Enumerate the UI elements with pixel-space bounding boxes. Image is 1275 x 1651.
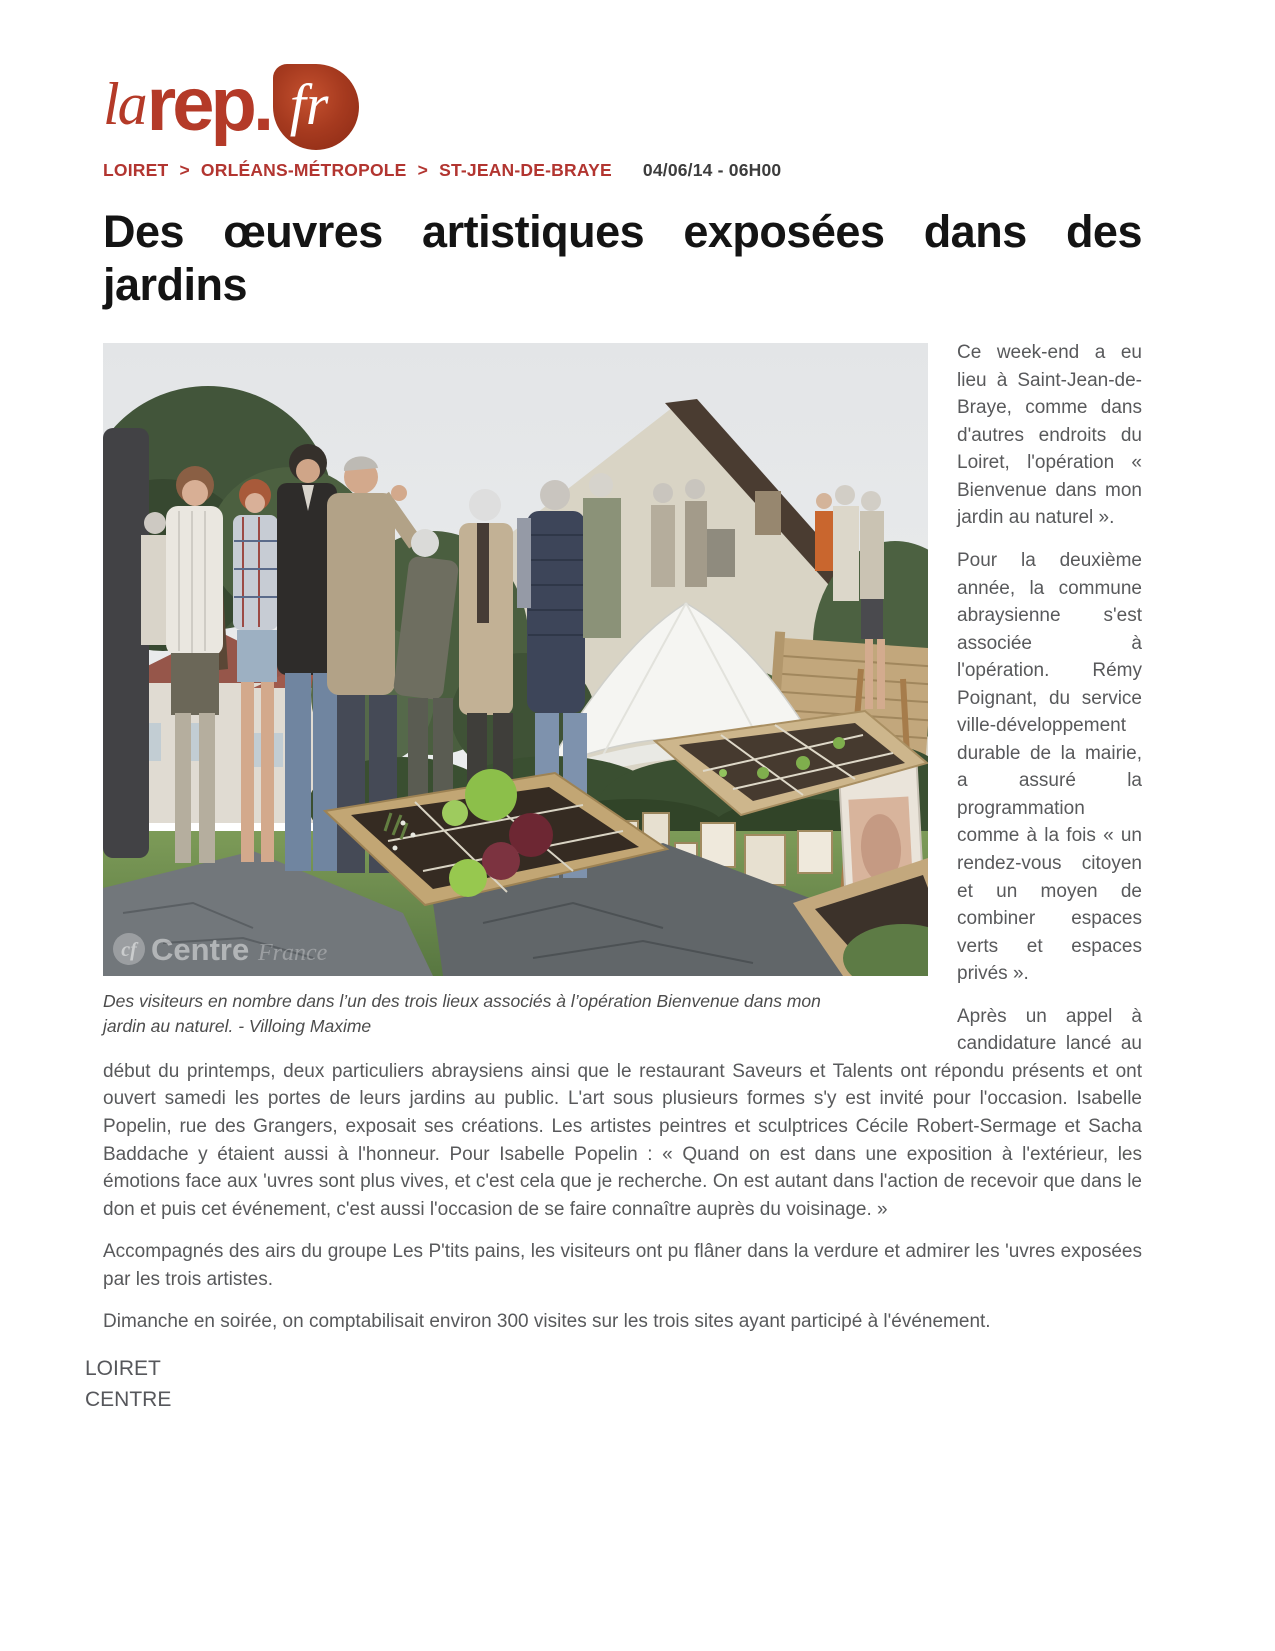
footer-label-centre: CENTRE: [85, 1388, 172, 1412]
logo-rep-text: rep.: [146, 61, 271, 147]
logo-la-text: la: [103, 70, 146, 137]
breadcrumb-item-st-jean-de-braye[interactable]: ST-JEAN-DE-BRAYE: [439, 160, 612, 180]
breadcrumb-item-orleans-metropole[interactable]: ORLÉANS-MÉTROPOLE: [200, 160, 407, 180]
photo-caption: Des visiteurs en nombre dans l’un des trois lieux associés à l’opération Bienvenue dans mon jardin au naturel. - Villoing Maxime: [103, 991, 821, 1036]
breadcrumb-separator: >: [417, 160, 429, 180]
article-paragraph: Ce week-end a eu lieu à Saint-Jean-de-Braye, comme dans d'autres endroits du Loiret, l'opération « Bienvenue dans mon jardin au naturel ».: [957, 342, 1142, 529]
breadcrumb-item-loiret[interactable]: LOIRET: [103, 160, 169, 180]
watermark-france: France: [258, 940, 328, 967]
article-body: [103, 339, 1142, 1351]
logo-fr-text: fr: [289, 71, 329, 137]
article-figure: [103, 343, 928, 1038]
breadcrumb-separator: >: [179, 160, 190, 180]
article-paragraph: Pour la deuxième année, la commune abraysienne s'est associée à l'opération. Rémy Poignant, du service ville-développement durable de la mairie, a assuré la programmation comme à la fois « un rendez-vous citoyen et un moyen de combiner espaces verts et espaces privés ».: [957, 550, 1142, 985]
footer-region-labels: [85, 1353, 1142, 1416]
watermark-centre: Centre: [151, 932, 250, 968]
page-content: [85, 0, 1142, 1416]
article-photo: [103, 343, 928, 976]
breadcrumb: [103, 160, 1142, 181]
article-paragraph: Après un appel à candidature lancé au début du printemps, deux particuliers abraysiens ainsi que le restaurant Saveurs et Talents ont répondu présents et ont ouvert samedi les portes de leurs jardins au public. L'art sous plusieurs formes s'y est invité pour l'occasion. Isabelle Popelin, rue des Grangers, exposait ses créations. Les artistes peintres et sculptrices Cécile Robert-Sermage et Sacha Baddache y étaient aussi à l'honneur. Pour Isabelle Popelin : « Quand on est dans une exposition à l'extérieur, les émotions face aux 'uvres sont plus vives, et c'est cela que je recherche. On est autant dans l'action de recevoir que dans le don et puis cet événement, c'est aussi l'occasion de se faire connaître auprès du voisinage. »: [103, 1005, 1142, 1220]
article-title: Des œuvres artistiques exposées dans des jardins: [103, 206, 1142, 311]
logo-fr-circle-icon: [273, 64, 359, 150]
watermark-initials: cf: [121, 939, 137, 962]
site-logo[interactable]: [103, 0, 1142, 150]
article-paragraph: Dimanche en soirée, on comptabilisait environ 300 visites sur les trois sites ayant participé à l'événement.: [103, 1311, 991, 1333]
footer-label-loiret: LOIRET: [85, 1356, 161, 1380]
article-paragraph: Accompagnés des airs du groupe Les P'tits pains, les visiteurs ont pu flâner dans la verdure et admirer les 'uvres exposées par les trois artistes.: [103, 1241, 1142, 1290]
site-header: [103, 0, 1142, 181]
publish-date: 04/06/14 - 06H00: [642, 160, 782, 180]
